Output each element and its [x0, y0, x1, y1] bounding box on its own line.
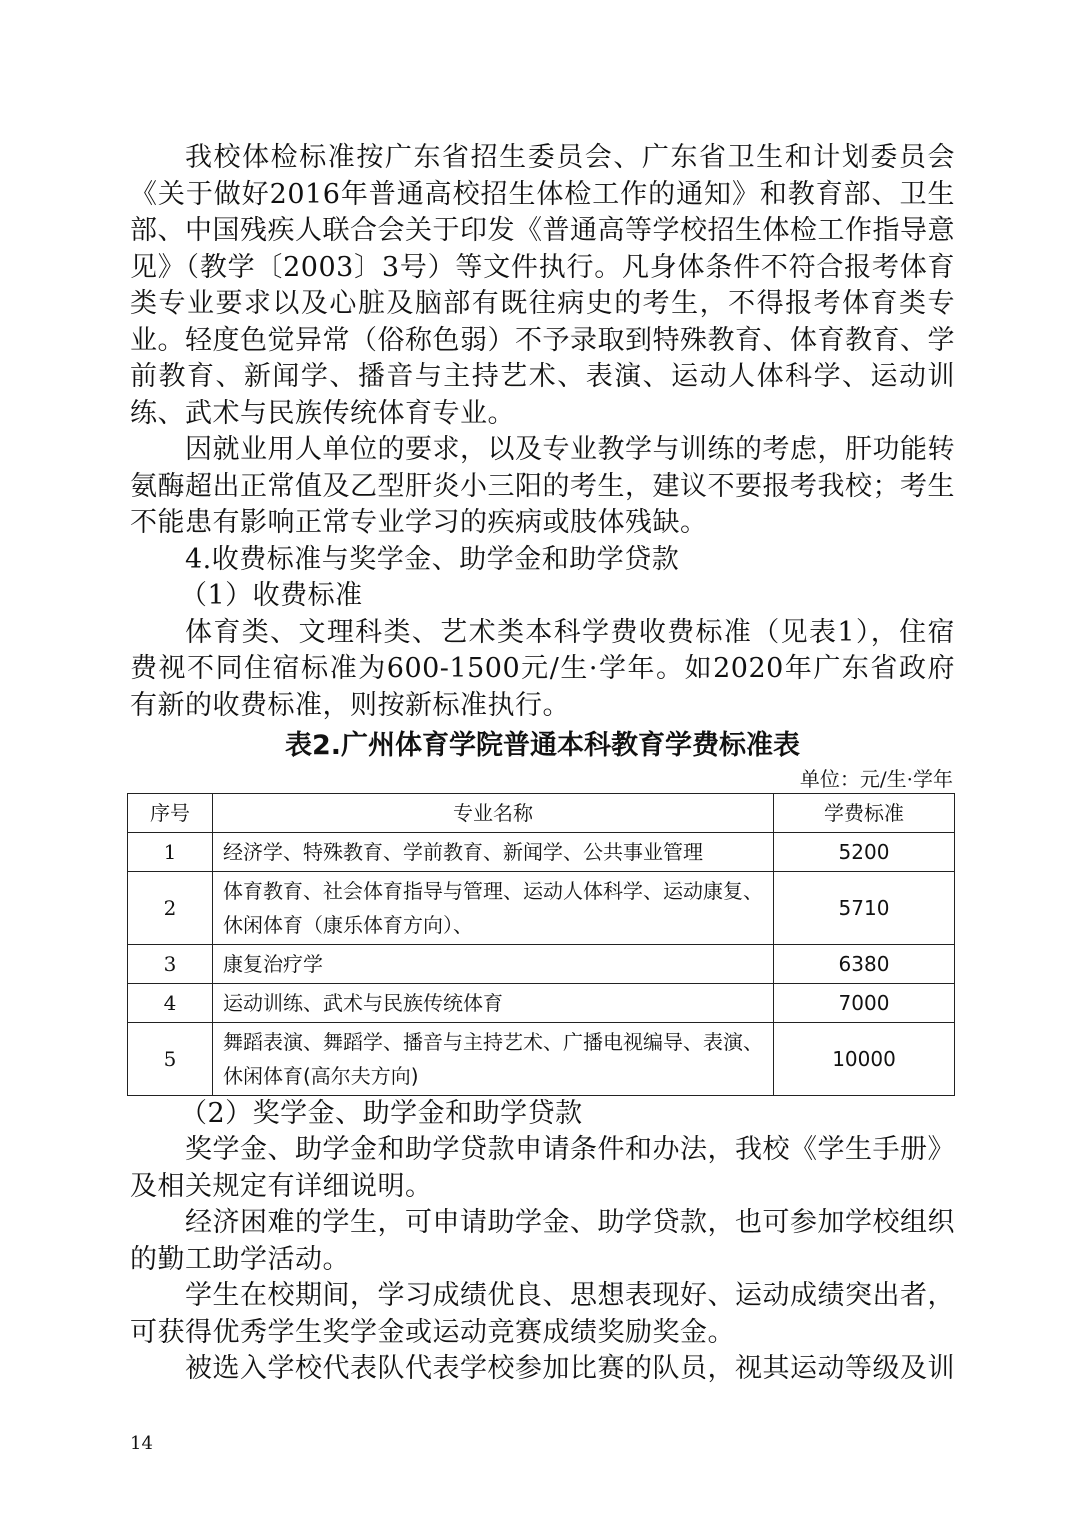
- row-no: 2: [128, 871, 213, 944]
- paragraph-employment-requirement: 因就业用人单位的要求，以及专业教学与训练的考虑，肝功能转氨酶超出正常值及乙型肝炎小三阳的考生，建议不要报考我校；考生不能患有影响正常专业学习的疾病或肢体残缺。: [130, 434, 955, 538]
- row-major: 经济学、特殊教育、学前教育、新闻学、公共事业管理: [213, 832, 774, 871]
- row-fee: 5710: [774, 871, 955, 944]
- row-major: 康复治疗学: [213, 944, 774, 983]
- body-text: [130, 140, 955, 1388]
- paragraph-fee-standard: 体育类、文理科类、艺术类本科学费收费标准（见表1），住宿费视不同住宿标准为600-1500元/生·学年。如2020年广东省政府有新的收费标准，则按新标准执行。: [130, 616, 955, 721]
- paragraph-scholarship-handbook: 奖学金、助学金和助学贷款申请条件和办法，我校《学生手册》及相关规定有详细说明。: [130, 1134, 955, 1202]
- row-no: 1: [128, 832, 213, 871]
- row-fee: 5200: [774, 832, 955, 871]
- row-no: 4: [128, 983, 213, 1022]
- paragraph-physical-exam: 我校体检标准按广东省招生委员会、广东省卫生和计划委员会《关于做好2016年普通高校招生体检工作的通知》和教育部、卫生部、中国残疾人联合会关于印发《普通高等学校招生体检工作指导意见》（教学〔2003〕3号）等文件执行。凡身体条件不符合报考体育类专业要求以及心脏及脑部有既往病史的考生，不得报考体育类专业。轻度色觉异常（俗称色弱）不予录取到特殊教育、体育教育、学前教育、新闻学、播音与主持艺术、表演、运动人体科学、运动训练、武术与民族传统体育专业。: [130, 142, 955, 429]
- row-fee: 10000: [774, 1022, 955, 1095]
- row-fee: 6380: [774, 944, 955, 983]
- tuition-table: [127, 793, 955, 1096]
- paragraph-merit-award: 学生在校期间，学习成绩优良、思想表现好、运动成绩突出者，可获得优秀学生奖学金或运动竞赛成绩奖励奖金。: [130, 1280, 955, 1348]
- header-major: 专业名称: [213, 793, 774, 832]
- header-fee: 学费标准: [774, 793, 955, 832]
- table-row: [128, 871, 955, 944]
- header-no: 序号: [128, 793, 213, 832]
- row-major: 舞蹈表演、舞蹈学、播音与主持艺术、广播电视编导、表演、休闲体育(高尔夫方向): [213, 1022, 774, 1095]
- subheading-fee-standard: （1）收费标准: [180, 580, 363, 611]
- paragraph-financial-aid: 经济困难的学生，可申请助学金、助学贷款，也可参加学校组织的勤工助学活动。: [130, 1207, 955, 1275]
- row-no: 5: [128, 1022, 213, 1095]
- table-unit: 单位：元/生·学年: [799, 766, 953, 791]
- table-title: 表2.广州体育学院普通本科教育学费标准表: [284, 730, 801, 761]
- table-header-row: [128, 793, 955, 832]
- row-major: 运动训练、武术与民族传统体育: [213, 983, 774, 1022]
- paragraph-team-members: 被选入学校代表队代表学校参加比赛的队员，视其运动等级及训: [185, 1353, 955, 1384]
- page-number: 14: [130, 1433, 153, 1454]
- row-major: 体育教育、社会体育指导与管理、运动人体科学、运动康复、休闲体育（康乐体育方向）、: [213, 871, 774, 944]
- section-heading: 4.收费标准与奖学金、助学金和助学贷款: [185, 543, 680, 575]
- row-no: 3: [128, 944, 213, 983]
- table-row: [128, 832, 955, 871]
- row-fee: 7000: [774, 983, 955, 1022]
- table-row: [128, 983, 955, 1022]
- table-row: [128, 944, 955, 983]
- subheading-scholarship: （2）奖学金、助学金和助学贷款: [180, 1097, 583, 1129]
- table-row: [128, 1022, 955, 1095]
